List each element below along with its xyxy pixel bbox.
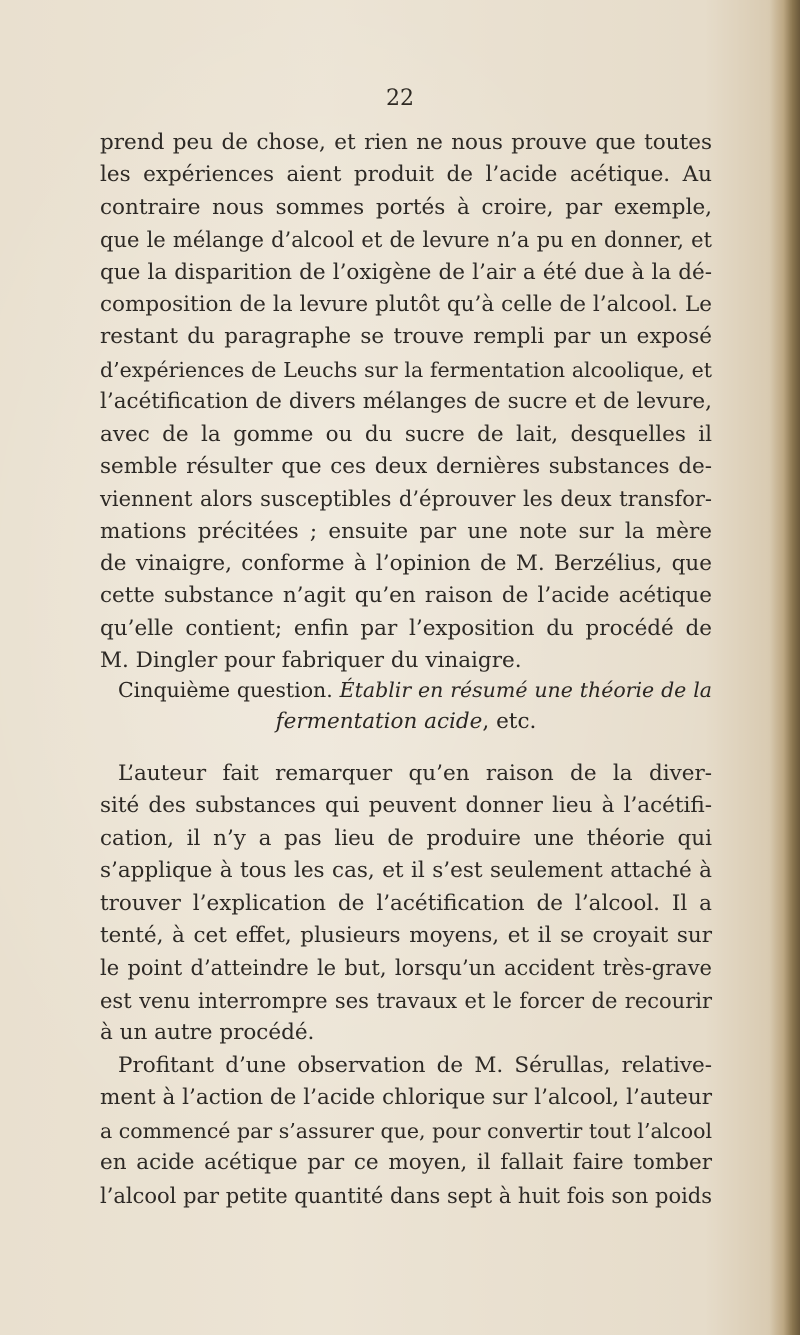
text-line: tenté, à cet effet, plusieurs moyens, et il se croyait sur	[100, 922, 712, 948]
question-title-part-2: fermentation acide	[275, 709, 483, 735]
text-line: Profitant d’une observation de M. Sérullas, relative-	[118, 1053, 712, 1078]
text-line: M. Dingler pour fabriquer du vinaigre.	[100, 648, 522, 674]
text-line: ment à l’action de l’acide chlorique sur l’alcool, l’auteur	[100, 1085, 712, 1111]
question-line-2	[100, 706, 712, 738]
text-line: restant du paragraphe se trouve rempli par un exposé	[100, 324, 712, 350]
page-number: 22	[386, 86, 414, 111]
text-line: est venu interrompre ses travaux et le forcer de recourir	[100, 988, 712, 1013]
text-line: qu’elle contient; enfin par l’exposition du procédé de	[100, 615, 712, 641]
text-line: cette substance n’agit qu’en raison de l’acide acétique	[100, 583, 712, 609]
text-line: le point d’atteindre le but, lorsqu’un accident très-grave	[100, 956, 712, 981]
text-line: à un autre procédé.	[100, 1020, 315, 1046]
text-line: prend peu de chose, et rien ne nous prouve que toutes	[100, 130, 712, 155]
text-line: de vinaigre, conforme à l’opinion de M. Berzélius, que	[100, 551, 712, 577]
text-line: trouver l’explication de l’acétification de l’alcool. Il a	[100, 890, 712, 916]
text-line: les expériences aient produit de l’acide acétique. Au	[100, 162, 712, 188]
text-line: s’applique à tous les cas, et il s’est seulement attaché à	[100, 858, 712, 884]
question-heading	[100, 674, 712, 739]
text-line: viennent alors susceptibles d’éprouver les deux transfor-	[100, 487, 712, 512]
page-edge-shadow	[770, 0, 800, 1335]
question-suffix: , etc.	[482, 709, 537, 735]
text-line: semble résulter que ces deux dernières substances de-	[100, 453, 712, 479]
text-line: l’acétification de divers mélanges de sucre et de levure,	[100, 389, 712, 415]
text-line: mations précitées ; ensuite par une note sur la mère	[100, 518, 712, 544]
question-title-part-1: Établir en résumé une théorie de la	[339, 678, 712, 702]
text-line: a commencé par s’assurer que, pour convertir tout l’alcool	[100, 1118, 712, 1143]
paragraph-3	[100, 1050, 712, 1212]
question-label: Cinquième question.	[118, 678, 333, 702]
text-line: que le mélange d’alcool et de levure n’a pu en donner, et	[100, 228, 712, 253]
text-line: que la disparition de l’oxigène de l’air a été due à la dé-	[100, 259, 712, 285]
text-line: avec de la gomme ou du sucre de lait, desquelles il	[100, 421, 712, 447]
text-line: en acide acétique par ce moyen, il fallait faire tomber	[100, 1150, 712, 1176]
text-line: sité des substances qui peuvent donner lieu à l’acétifi-	[100, 793, 712, 819]
text-line: d’expériences de Leuchs sur la fermentation alcoolique, et	[100, 357, 712, 382]
question-line-1	[100, 674, 712, 706]
paragraph-1	[100, 127, 712, 678]
text-line: l’alcool par petite quantité dans sept à huit fois son poids	[100, 1183, 713, 1208]
text-line: cation, il n’y a pas lieu de produire une théorie qui	[100, 825, 712, 851]
text-line: L’auteur fait remarquer qu’en raison de la diver-	[118, 761, 712, 786]
paragraph-2	[100, 758, 712, 1050]
text-line: composition de la levure plutôt qu’à celle de l’alcool. Le	[100, 291, 712, 317]
text-line: contraire nous sommes portés à croire, par exemple,	[100, 194, 712, 220]
